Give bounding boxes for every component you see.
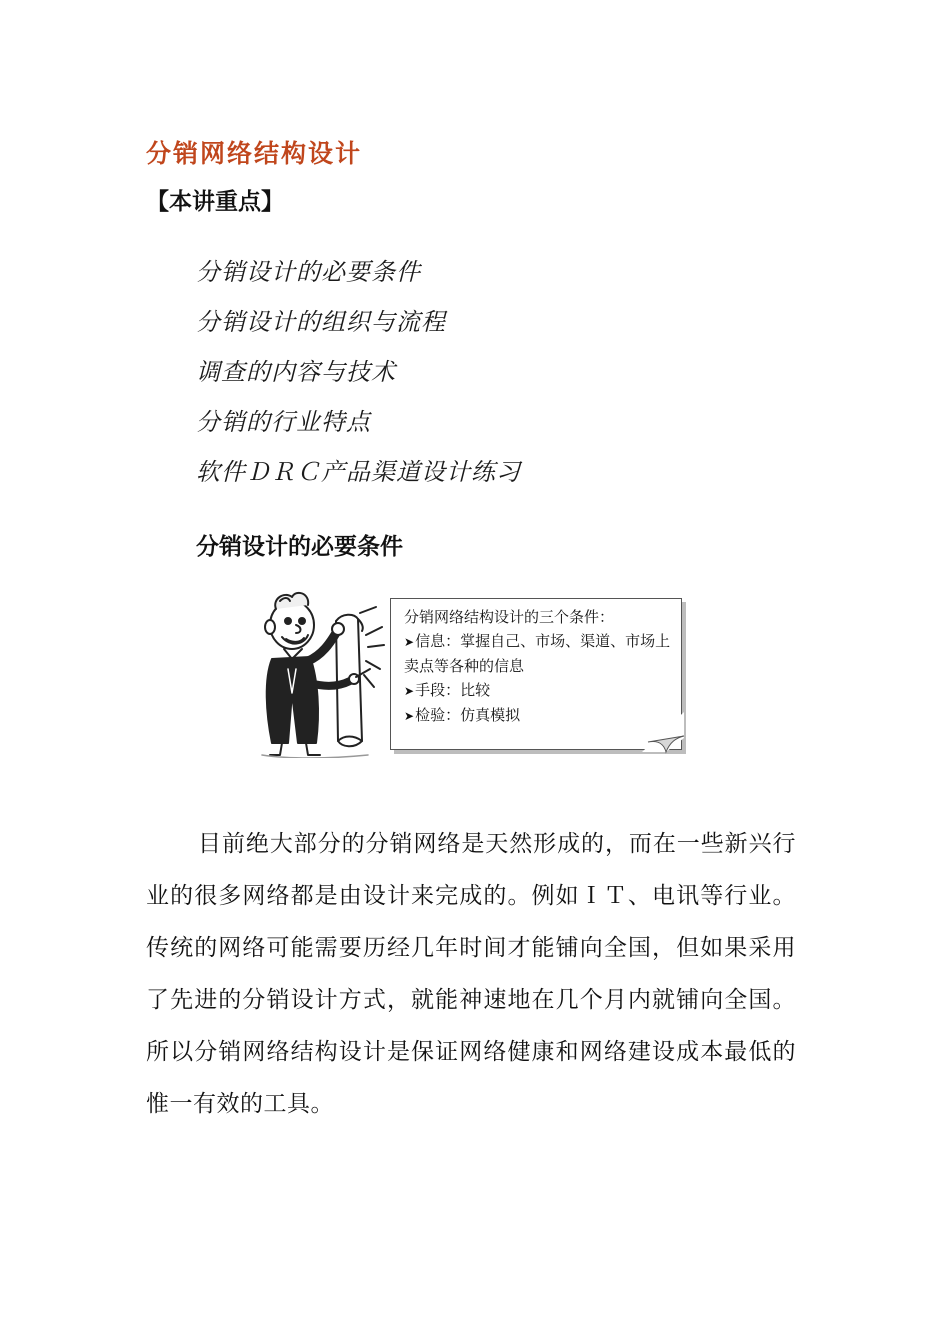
- conditions-callout: [390, 598, 682, 750]
- keypoint-item: 软件ＤＲＣ产品渠道设计练习: [196, 458, 521, 486]
- keypoint-item: 调查的内容与技术: [196, 358, 396, 386]
- keypoint-item: 分销设计的组织与流程: [196, 308, 446, 336]
- page-title: 分销网络结构设计: [146, 139, 363, 168]
- body-paragraph: 目前绝大部分的分销网络是天然形成的，而在一些新兴行业的很多网络都是由设计来完成的。例如ＩＴ、电讯等行业。传统的网络可能需要历经几年时间才能铺向全国，但如果采用了先进的分销设计方式，就能神速地在几个月内就铺向全国。所以分销网络结构设计是保证网络健康和网络建设成本最低的惟一有效的工具。: [146, 831, 796, 1117]
- bullet-arrow-icon: ➤: [404, 684, 415, 698]
- callout-bullet: ➤手段：比较: [404, 681, 491, 699]
- section-heading: 分销设计的必要条件: [196, 534, 403, 560]
- keypoint-item: 分销设计的必要条件: [196, 258, 421, 286]
- bullet-arrow-icon: ➤: [404, 635, 415, 649]
- bullet-arrow-icon: ➤: [404, 709, 415, 723]
- keypoint-item: 分销的行业特点: [196, 408, 371, 436]
- callout-bullet: ➤信息：掌握自己、市场、渠道、市场上卖点等各种的信息: [404, 632, 671, 675]
- page-curl-icon: [640, 708, 686, 754]
- keypoints-header: 【本讲重点】: [146, 189, 284, 215]
- callout-bullet: ➤检验：仿真模拟: [404, 706, 521, 724]
- keypoints-list: [196, 255, 521, 505]
- callout-title: 分销网络结构设计的三个条件：: [404, 608, 615, 626]
